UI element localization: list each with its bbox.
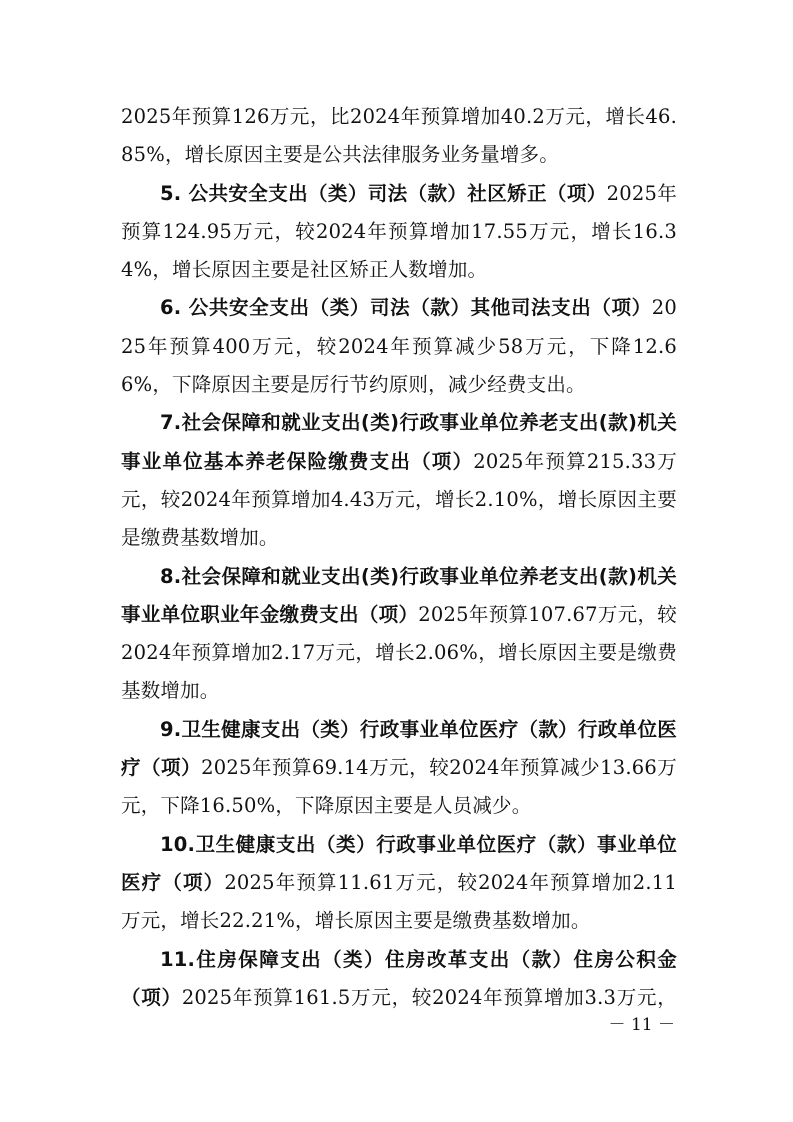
paragraph-heading: 11.住房保障支出（类）住房改革支出（款）住房公积金（项） [121,947,677,1009]
paragraph-body: 2025年预算215.33万元，较2024年预算增加4.43万元，增长2.10%，增长原因主要是缴费基数增加。 [121,449,677,550]
paragraph-heading: 8.社会保障和就业支出(类)行政事业单位养老支出(款)机关事业单位职业年金缴费支出（项） [121,564,677,626]
paragraph-heading: 6. 公共安全支出（类）司法（款）其他司法支出（项） [160,296,652,320]
paragraph-heading: 10.卫生健康支出（类）行政事业单位医疗（款）事业单位医疗（项） [121,832,677,894]
page-number: － 11 － [608,1015,675,1035]
paragraph-body: 2025年预算126万元，比2024年预算增加40.2万元，增长46.85%，增长原因主要是公共法律服务业务量增多。 [121,105,677,167]
paragraph-body: 2025年预算161.5万元，较2024年预算增加3.3万元， [181,985,677,1009]
paragraph-10 [121,826,677,941]
paragraph-heading: 7.社会保障和就业支出(类)行政事业单位养老支出(款)机关事业单位基本养老保险缴费支出（项） [121,411,677,473]
paragraph-body: 2025年预算69.14万元，较2024年预算减少13.66万元，下降16.50%，下降原因主要是人员减少。 [121,756,677,818]
paragraph-8 [121,558,677,711]
paragraph-9 [121,711,677,826]
body-text [121,98,677,1017]
paragraph-body: 2025年预算124.95万元，较2024年预算增加17.55万元，增长16.34%，增长原因主要是社区矫正人数增加。 [121,181,677,282]
paragraph-7 [121,404,677,557]
paragraph-heading: 9.卫生健康支出（类）行政事业单位医疗（款）行政单位医疗（项） [121,717,677,780]
paragraph-6 [121,289,677,404]
paragraph-4-continuation [121,98,677,175]
paragraph-11 [121,941,677,1018]
paragraph-body: 2025年预算11.61万元，较2024年预算增加2.11万元，增长22.21%，增长原因主要是缴费基数增加。 [121,870,677,933]
paragraph-body: 2025年预算400万元，较2024年预算减少58万元，下降12.66%，下降原因主要是厉行节约原则，减少经费支出。 [121,296,677,397]
paragraph-5 [121,175,677,290]
paragraph-body: 2025年预算107.67万元，较2024年预算增加2.17万元，增长2.06%，增长原因主要是缴费基数增加。 [121,602,677,703]
paragraph-heading: 5. 公共安全支出（类）司法（款）社区矫正（项） [160,181,607,205]
